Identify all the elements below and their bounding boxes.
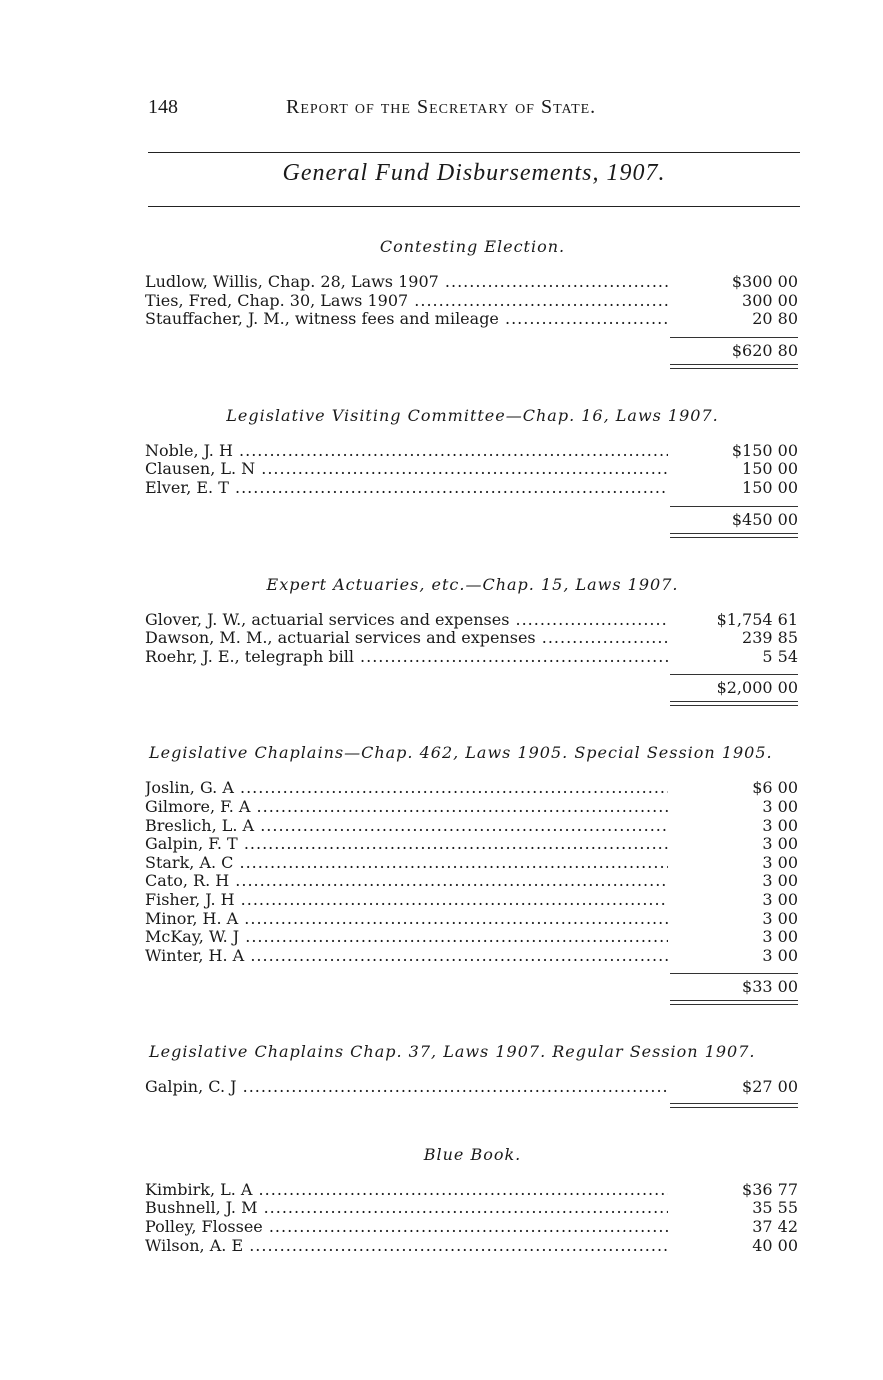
amount: 3 00: [762, 889, 798, 909]
ledger-row: [145, 1218, 800, 1237]
payee-label: Joslin, G. A .....: [145, 779, 668, 798]
amount: $300 00: [731, 272, 798, 291]
section-title: Contesting Election.: [379, 237, 566, 256]
payee-label: Gilmore, F. A .....: [145, 798, 668, 817]
amount: 3 00: [762, 871, 798, 891]
section-title: Blue Book.: [423, 1144, 522, 1164]
payee-label: Clausen, L. N .....: [145, 460, 668, 479]
amount: 3 00: [762, 927, 798, 947]
ledger-row: [145, 460, 800, 479]
amount: $27 00: [742, 1077, 798, 1097]
amount: 40 00: [752, 1235, 798, 1255]
ledger-row: [145, 872, 800, 891]
ledger-row: [145, 835, 800, 854]
amount: 3 00: [762, 908, 798, 928]
section-total: $620 80: [731, 340, 798, 360]
payee-label: Wilson, A. E .....: [145, 1237, 668, 1256]
ledger-row: [145, 648, 800, 667]
ledger-row: [145, 891, 800, 910]
ledger-row: [145, 947, 800, 966]
payee-label: Noble, J. H .....: [145, 442, 668, 461]
section-title: Legislative Chaplains—Chap. 462, Laws 1905. Special Session 1905.: [149, 743, 773, 763]
ledger-row: [145, 928, 800, 947]
ledger-row: [145, 779, 800, 798]
title-rule: [148, 206, 800, 207]
ledger-row: [145, 479, 800, 498]
amount: 3 00: [762, 945, 798, 965]
payee-label: Galpin, F. T .....: [145, 835, 668, 854]
top-rule: [148, 152, 800, 153]
payee-label: Bushnell, J. M .....: [145, 1199, 668, 1218]
payee-label: Elver, E. T .....: [145, 479, 668, 498]
ledger-row: [145, 442, 800, 461]
section-contesting-election: [145, 236, 800, 405]
amount: 5 54: [762, 646, 798, 666]
payee-label: Glover, J. W., actuarial services and expenses .....: [145, 611, 668, 630]
section-title: Legislative Chaplains Chap. 37, Laws 1907. Regular Session 1907.: [149, 1042, 756, 1062]
payee-label: Fisher, J. H .....: [145, 891, 668, 910]
amount: 3 00: [762, 796, 798, 816]
ledger-row: [145, 611, 800, 630]
ledger-row: [145, 310, 800, 329]
disbursement-sections: [145, 236, 800, 1255]
payee-label: Minor, H. A .....: [145, 910, 668, 929]
ledger-row: [145, 292, 800, 311]
section-total: $2,000 00: [716, 678, 798, 698]
payee-label: Breslich, L. A .....: [145, 817, 668, 836]
amount: 150 00: [742, 477, 798, 497]
payee-label: Kimbirk, L. A .....: [145, 1181, 668, 1200]
payee-label: Ties, Fred, Chap. 30, Laws 1907 .....: [145, 292, 668, 311]
payee-label: Roehr, J. E., telegraph bill .....: [145, 648, 668, 667]
ledger-row: [145, 817, 800, 836]
payee-label: Galpin, C. J .....: [145, 1078, 668, 1097]
amount: 3 00: [762, 815, 798, 835]
ledger-row: [145, 854, 800, 873]
amount: $150 00: [731, 440, 798, 460]
amount: 300 00: [742, 290, 798, 310]
amount: 3 00: [762, 834, 798, 854]
section-chaplains-1905: [145, 742, 800, 1041]
section-chaplains-1907: [145, 1041, 800, 1144]
section-expert-actuaries: [145, 574, 800, 743]
amount: 35 55: [752, 1198, 798, 1218]
ledger-row: [145, 1181, 800, 1200]
running-head: Report of the Secretary of State.: [286, 96, 597, 118]
section-total: $450 00: [731, 509, 798, 529]
payee-label: Winter, H. A .....: [145, 947, 668, 966]
page-number: 148: [148, 96, 178, 118]
section-title: Expert Actuaries, etc.—Chap. 15, Laws 1907.: [266, 574, 679, 594]
section-blue-book: [145, 1144, 800, 1255]
payee-label: Stark, A. C .....: [145, 854, 668, 873]
payee-label: Cato, R. H .....: [145, 872, 668, 891]
payee-label: Ludlow, Willis, Chap. 28, Laws 1907 .....: [145, 273, 668, 292]
amount: 239 85: [742, 628, 798, 648]
ledger-row: [145, 1237, 800, 1256]
section-title: Legislative Visiting Committee—Chap. 16, Laws 1907.: [226, 405, 719, 425]
section-total: $33 00: [742, 977, 798, 997]
amount: $36 77: [742, 1179, 798, 1199]
amount: $1,754 61: [716, 609, 798, 629]
payee-label: Dawson, M. M., actuarial services and expenses .....: [145, 629, 668, 648]
ledger-row: [145, 273, 800, 292]
ledger-row: [145, 629, 800, 648]
ledger-row: [145, 1078, 800, 1097]
amount: 150 00: [742, 459, 798, 479]
amount: 3 00: [762, 852, 798, 872]
ledger-row: [145, 910, 800, 929]
payee-label: Polley, Flossee .....: [145, 1218, 668, 1237]
ledger-row: [145, 798, 800, 817]
ledger-row: [145, 1199, 800, 1218]
amount: 37 42: [752, 1217, 798, 1237]
amount: $6 00: [752, 778, 798, 798]
payee-label: McKay, W. J .....: [145, 928, 668, 947]
amount: 20 80: [752, 309, 798, 329]
page-title: General Fund Disbursements, 1907.: [282, 160, 666, 186]
payee-label: Stauffacher, J. M., witness fees and mileage .....: [145, 310, 668, 329]
section-visiting-committee: [145, 405, 800, 574]
